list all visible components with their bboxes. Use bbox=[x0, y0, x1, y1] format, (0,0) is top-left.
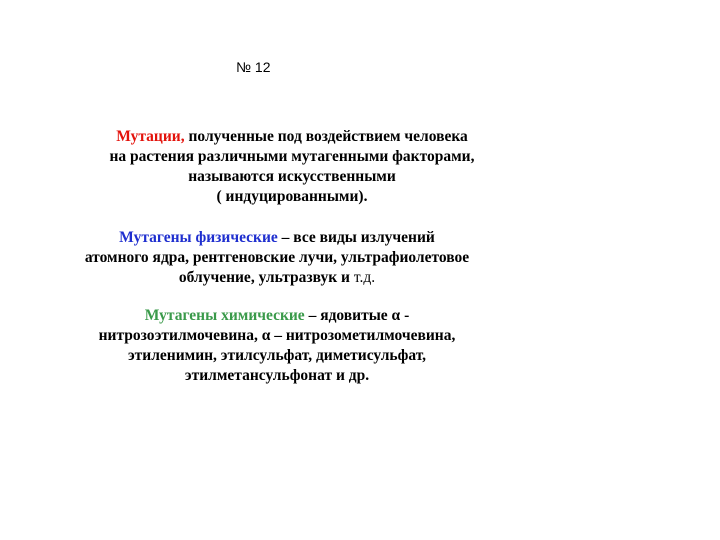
paragraph-line bbox=[62, 306, 492, 326]
paragraph-line bbox=[48, 268, 506, 288]
paragraph-text-tail: т.д. bbox=[349, 269, 376, 286]
paragraph-line: называются искусственными bbox=[188, 168, 396, 185]
paragraph-line: этилметансульфонат и др. bbox=[184, 367, 370, 384]
paragraph-line bbox=[60, 127, 524, 147]
paragraph-line: на растения различными мутагенными факторами, bbox=[109, 148, 475, 165]
paragraph-physical-mutagens bbox=[48, 228, 506, 288]
term-physical-mutagens: Мутагены физические bbox=[119, 229, 278, 246]
slide-number: № 12 bbox=[236, 59, 271, 75]
paragraph-chemical-mutagens bbox=[62, 306, 492, 386]
paragraph-text: – все виды излучений bbox=[277, 229, 435, 246]
paragraph-line bbox=[48, 228, 506, 248]
paragraph-line: ( индуцированными). bbox=[216, 188, 368, 205]
paragraph-text: облучение, ультразвук и bbox=[178, 269, 350, 286]
paragraph-text: – ядовитые α - bbox=[304, 307, 410, 324]
paragraph-text: полученные под воздействием человека bbox=[184, 128, 468, 145]
paragraph-line: этиленимин, этилсульфат, диметисульфат, bbox=[127, 347, 427, 364]
paragraph-induced-mutations bbox=[60, 127, 524, 207]
paragraph-line: атомного ядра, рентгеновские лучи, ультрафиолетовое bbox=[84, 249, 470, 266]
term-chemical-mutagens: Мутагены химические bbox=[144, 307, 305, 324]
term-mutations: Мутации, bbox=[116, 128, 185, 145]
paragraph-line: нитрозоэтилмочевина, α – нитрозометилмочевина, bbox=[98, 327, 456, 344]
